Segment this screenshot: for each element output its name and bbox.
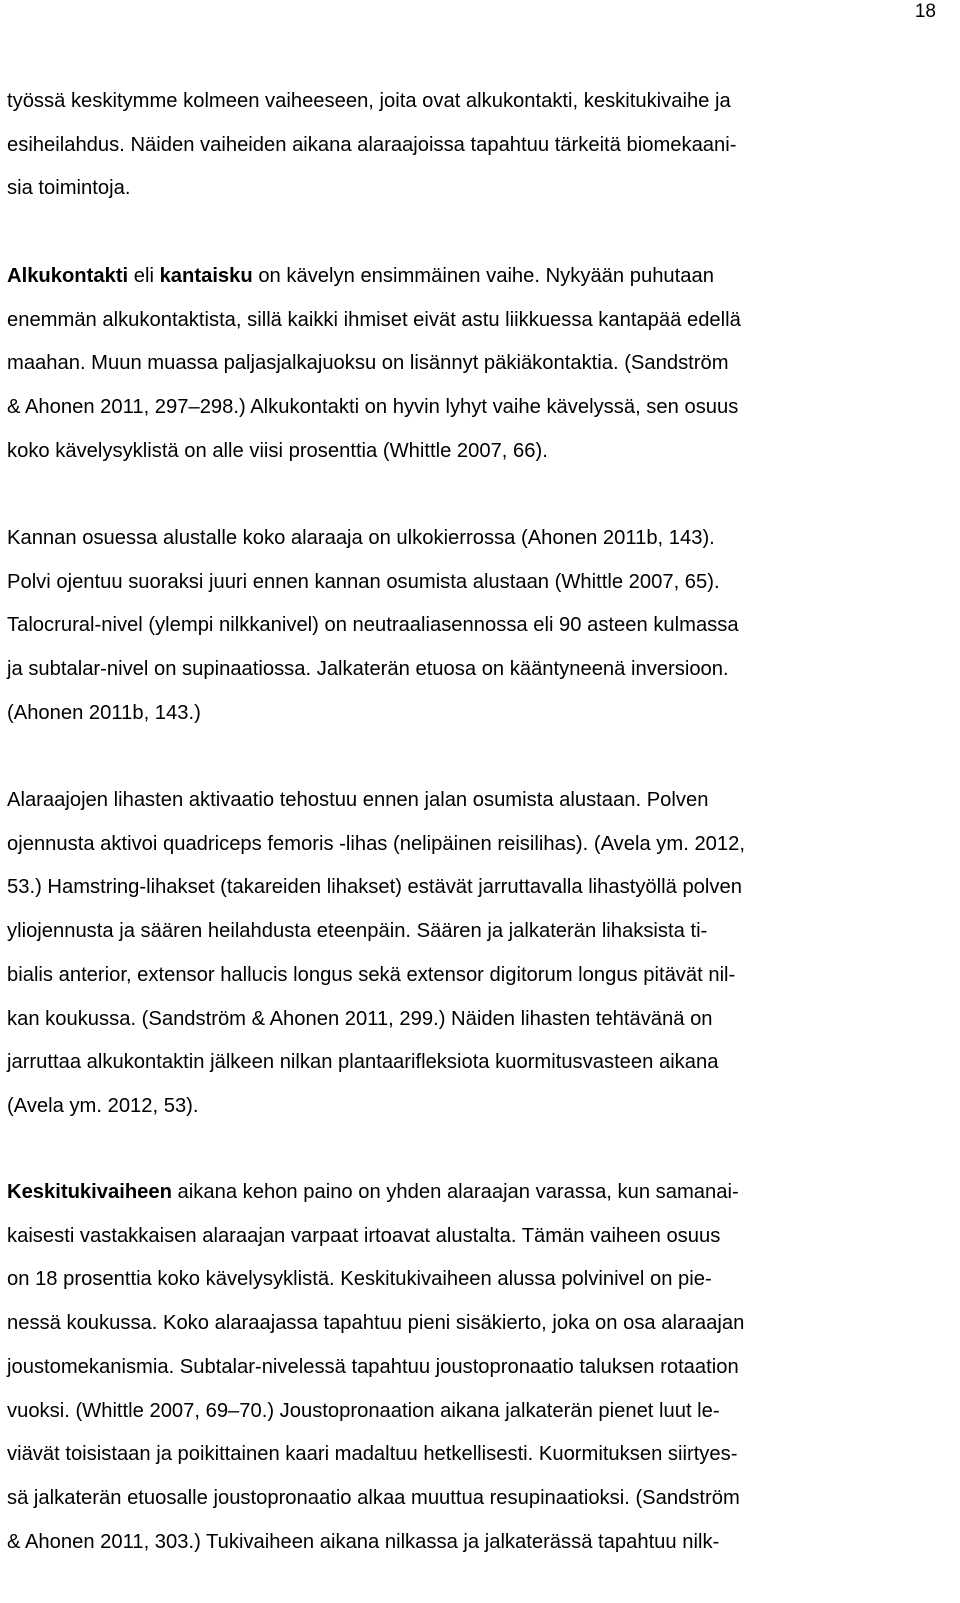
text-line: Polvi ojentuu suoraksi juuri ennen kannan osumista alustaan (Whittle 2007, 65).	[7, 570, 720, 593]
text-line: Kannan osuessa alustalle koko alaraaja on ulkokierrossa (Ahonen 2011b, 143).	[7, 527, 715, 549]
text-line: koko kävelysyklistä on alle viisi prosenttia (Whittle 2007, 66).	[7, 439, 548, 462]
text-line: ja subtalar-nivel on supinaatiossa. Jalkaterän etuosa on kääntyneenä inversioon.	[7, 658, 729, 681]
text-line: nessä koukussa. Koko alaraajassa tapahtuu pieni sisäkierto, joka on osa alaraajan	[7, 1312, 745, 1335]
text-line: & Ahonen 2011, 303.) Tukivaiheen aikana nilkassa ja jalkaterässä tapahtuu nilk-	[7, 1530, 720, 1553]
paragraph-alkukontakti	[7, 255, 939, 474]
bold-term: Keskitukivaiheen	[7, 1181, 172, 1203]
text-line: & Ahonen 2011, 297–298.) Alkukontakti on hyvin lyhyt vaihe kävelyssä, sen osuus	[7, 396, 739, 419]
text-line	[7, 255, 939, 299]
bold-term: kantaisku	[159, 265, 253, 287]
text-span: aikana kehon paino on yhden alaraajan varassa, kun samanai-	[171, 1181, 739, 1203]
text-line: jarruttaa alkukontaktin jälkeen nilkan plantaarifleksiota kuormitusvasteen aikana	[7, 1051, 719, 1074]
paragraph-kannan-osuessa	[7, 517, 939, 736]
paragraph-lihasten-aktivaatio	[7, 779, 939, 1129]
paragraph-intro	[7, 80, 939, 211]
paragraph-keskitukivaihe	[7, 1171, 939, 1564]
text-line: sä jalkaterän etuosalle joustopronaatio alkaa muuttua resupinaatioksi. (Sandström	[7, 1486, 740, 1509]
text-span: on kävelyn ensimmäinen vaihe. Nykyään puhutaan	[252, 265, 714, 287]
text-line: maahan. Muun muassa paljasjalkajuoksu on lisännyt päkiäkontaktia. (Sandström	[7, 352, 729, 375]
text-line: vuoksi. (Whittle 2007, 69–70.) Joustopronaation aikana jalkaterän pienet luut le-	[7, 1399, 720, 1422]
page-number: 18	[914, 1, 936, 22]
text-line: kaisesti vastakkaisen alaraajan varpaat irtoavat alustalta. Tämän vaiheen osuus	[7, 1224, 721, 1247]
text-span: eli	[128, 265, 160, 287]
text-line: esiheilahdus. Näiden vaiheiden aikana alaraajoissa tapahtuu tärkeitä biomekaani-	[7, 133, 737, 156]
text-line: on 18 prosenttia koko kävelysyklistä. Keskitukivaiheen alussa polvinivel on pie-	[7, 1268, 712, 1291]
text-line: joustomekanismia. Subtalar-nivelessä tapahtuu joustopronaatio taluksen rotaation	[7, 1355, 739, 1378]
text-line: sia toimintoja.	[7, 177, 131, 200]
text-line: Alaraajojen lihasten aktivaatio tehostuu ennen jalan osumista alustaan. Polven	[7, 789, 709, 811]
text-line: bialis anterior, extensor hallucis longus sekä extensor digitorum longus pitävät nil-	[7, 963, 736, 986]
text-line: 53.) Hamstring-lihakset (takareiden lihakset) estävät jarruttavalla lihastyöllä polven	[7, 876, 742, 899]
text-line: Talocrural-nivel (ylempi nilkkanivel) on neutraaliasennossa eli 90 asteen kulmassa	[7, 614, 739, 637]
text-line: viävät toisistaan ja poikittainen kaari madaltuu hetkellisesti. Kuormituksen siirtyes-	[7, 1443, 738, 1466]
text-line: kan koukussa. (Sandström & Ahonen 2011, 299.) Näiden lihasten tehtävänä on	[7, 1007, 713, 1030]
text-line: (Avela ym. 2012, 53).	[7, 1094, 199, 1117]
text-line: enemmän alkukontaktista, sillä kaikki ihmiset eivät astu liikkuessa kantapää edellä	[7, 308, 741, 331]
text-line: työssä keskitymme kolmeen vaiheeseen, joita ovat alkukontakti, keskitukivaihe ja	[7, 90, 731, 112]
text-line	[7, 1171, 939, 1215]
bold-term: Alkukontakti	[7, 265, 129, 287]
text-line: yliojennusta ja säären heilahdusta eteenpäin. Säären ja jalkaterän lihaksista ti-	[7, 920, 708, 943]
text-line: (Ahonen 2011b, 143.)	[7, 701, 201, 724]
text-line: ojennusta aktivoi quadriceps femoris -lihas (nelipäinen reisilihas). (Avela ym. 2012,	[7, 832, 745, 855]
